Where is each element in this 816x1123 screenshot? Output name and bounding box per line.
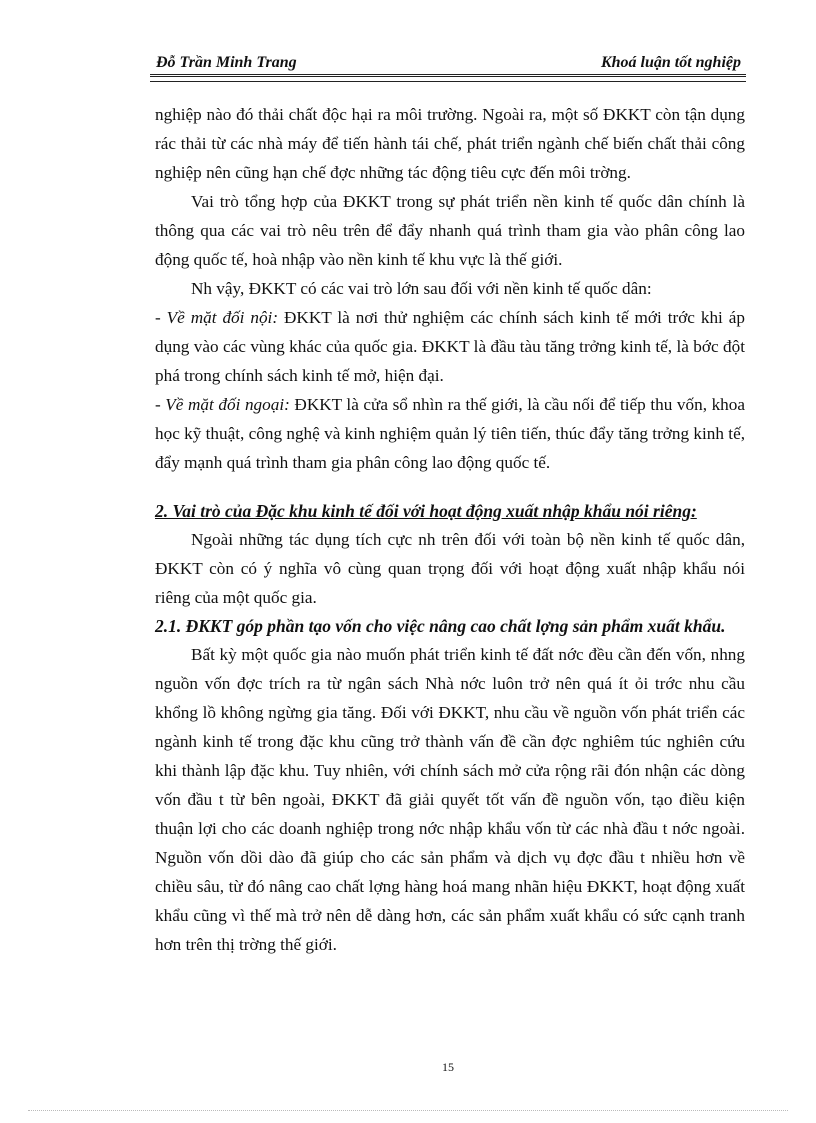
header-rule-thin	[150, 81, 746, 82]
section-2-title: 2. Vai trò của Đặc khu kinh tế đối với hoạt động xuất nhập khẩu nói riêng:	[155, 501, 697, 521]
paragraph-7: Bất kỳ một quốc gia nào muốn phát triển kinh tế đất nớc đều cần đến vốn, nhng nguồn vốn đợc trích ra từ ngân sách Nhà nớc luôn trở nên quá ít ỏi trớc nhu cầu khổng lồ không ngừng gia tăng. Đối với ĐKKT, nhu cầu về nguồn vốn phát triển các ngành kinh tế trong đặc khu cũng trở thành vấn đề cần đợc nghiêm túc nghiên cứu khi thành lập đặc khu. Tuy nhiên, với chính sách mở cửa rộng rãi đón nhận các dòng vốn đầu t từ bên ngoài, ĐKKT đã giải quyết tốt vấn đề nguồn vốn, tạo điều kiện thuận lợi cho các doanh nghiệp trong nớc nhập khẩu vốn từ các nhà đầu t nớc ngoài. Nguồn vốn dồi dào đã giúp cho các sản phẩm và dịch vụ đợc đầu t nhiều hơn về chiều sâu, từ đó nâng cao chất lợng hàng hoá mang nhãn hiệu ĐKKT, hoạt động xuất khẩu cũng vì thế mà trở nên dễ dàng hơn, các sản phẩm xuất khẩu có sức cạnh tranh hơn trên thị trờng thế giới.	[155, 645, 745, 954]
foreign-label: - Về mặt đối ngoại:	[155, 395, 290, 414]
paragraph-domestic	[155, 303, 745, 390]
header-author: Đỗ Trần Minh Trang	[156, 54, 297, 71]
header-rule	[150, 74, 746, 77]
domestic-text: ĐKKT là nơi thử nghiệm các chính sách kinh tế mới trớc khi áp dụng vào các vùng khác của quốc gia. ĐKKT là đầu tàu tăng trởng kinh tế, là bớc đột phá trong chính sách kinh tế mở, hiện đại.	[155, 308, 745, 385]
subsection-2-1-title: 2.1. ĐKKT góp phần tạo vốn cho việc nâng cao chất lợng sản phẩm xuất khẩu.	[155, 616, 726, 636]
paragraph-1: nghiệp nào đó thải chất độc hại ra môi trường. Ngoài ra, một số ĐKKT còn tận dụng rác thải từ các nhà máy để tiến hành tái chế, phát triển ngành chế biến chất thải công nghiệp nên cũng hạn chế đợc những tác động tiêu cực đến môi trờng.	[155, 105, 745, 182]
domestic-label: - Về mặt đối nội:	[155, 308, 279, 327]
paragraph-2: Vai trò tổng hợp của ĐKKT trong sự phát triển nền kinh tế quốc dân chính là thông qua các vai trò nêu trên để đẩy nhanh quá trình tham gia vào phân công lao động quốc tế, hoà nhập vào nền kinh tế khu vực là thế giới.	[155, 192, 745, 269]
page-number: 15	[442, 1060, 454, 1074]
paragraph-6: Ngoài những tác dụng tích cực nh trên đối với toàn bộ nền kinh tế quốc dân, ĐKKT còn có ý nghĩa vô cùng quan trọng đối với hoạt động xuất nhập khẩu nói riêng của một quốc gia.	[155, 530, 745, 607]
paragraph-3: Nh vậy, ĐKKT có các vai trò lớn sau đối với nền kinh tế quốc dân:	[191, 279, 652, 298]
page-bottom-border	[28, 1110, 788, 1111]
paragraph-foreign	[155, 390, 745, 477]
document-body	[155, 100, 745, 959]
header-doc-type: Khoá luận tốt nghiệp	[600, 54, 741, 71]
foreign-text: ĐKKT là cửa sổ nhìn ra thế giới, là cầu nối để tiếp thu vốn, khoa học kỹ thuật, công nghệ và kinh nghiệm quản lý tiên tiến, thúc đẩy tăng trởng kinh tế, đẩy mạnh quá trình tham gia phân công lao động quốc tế.	[155, 395, 745, 472]
